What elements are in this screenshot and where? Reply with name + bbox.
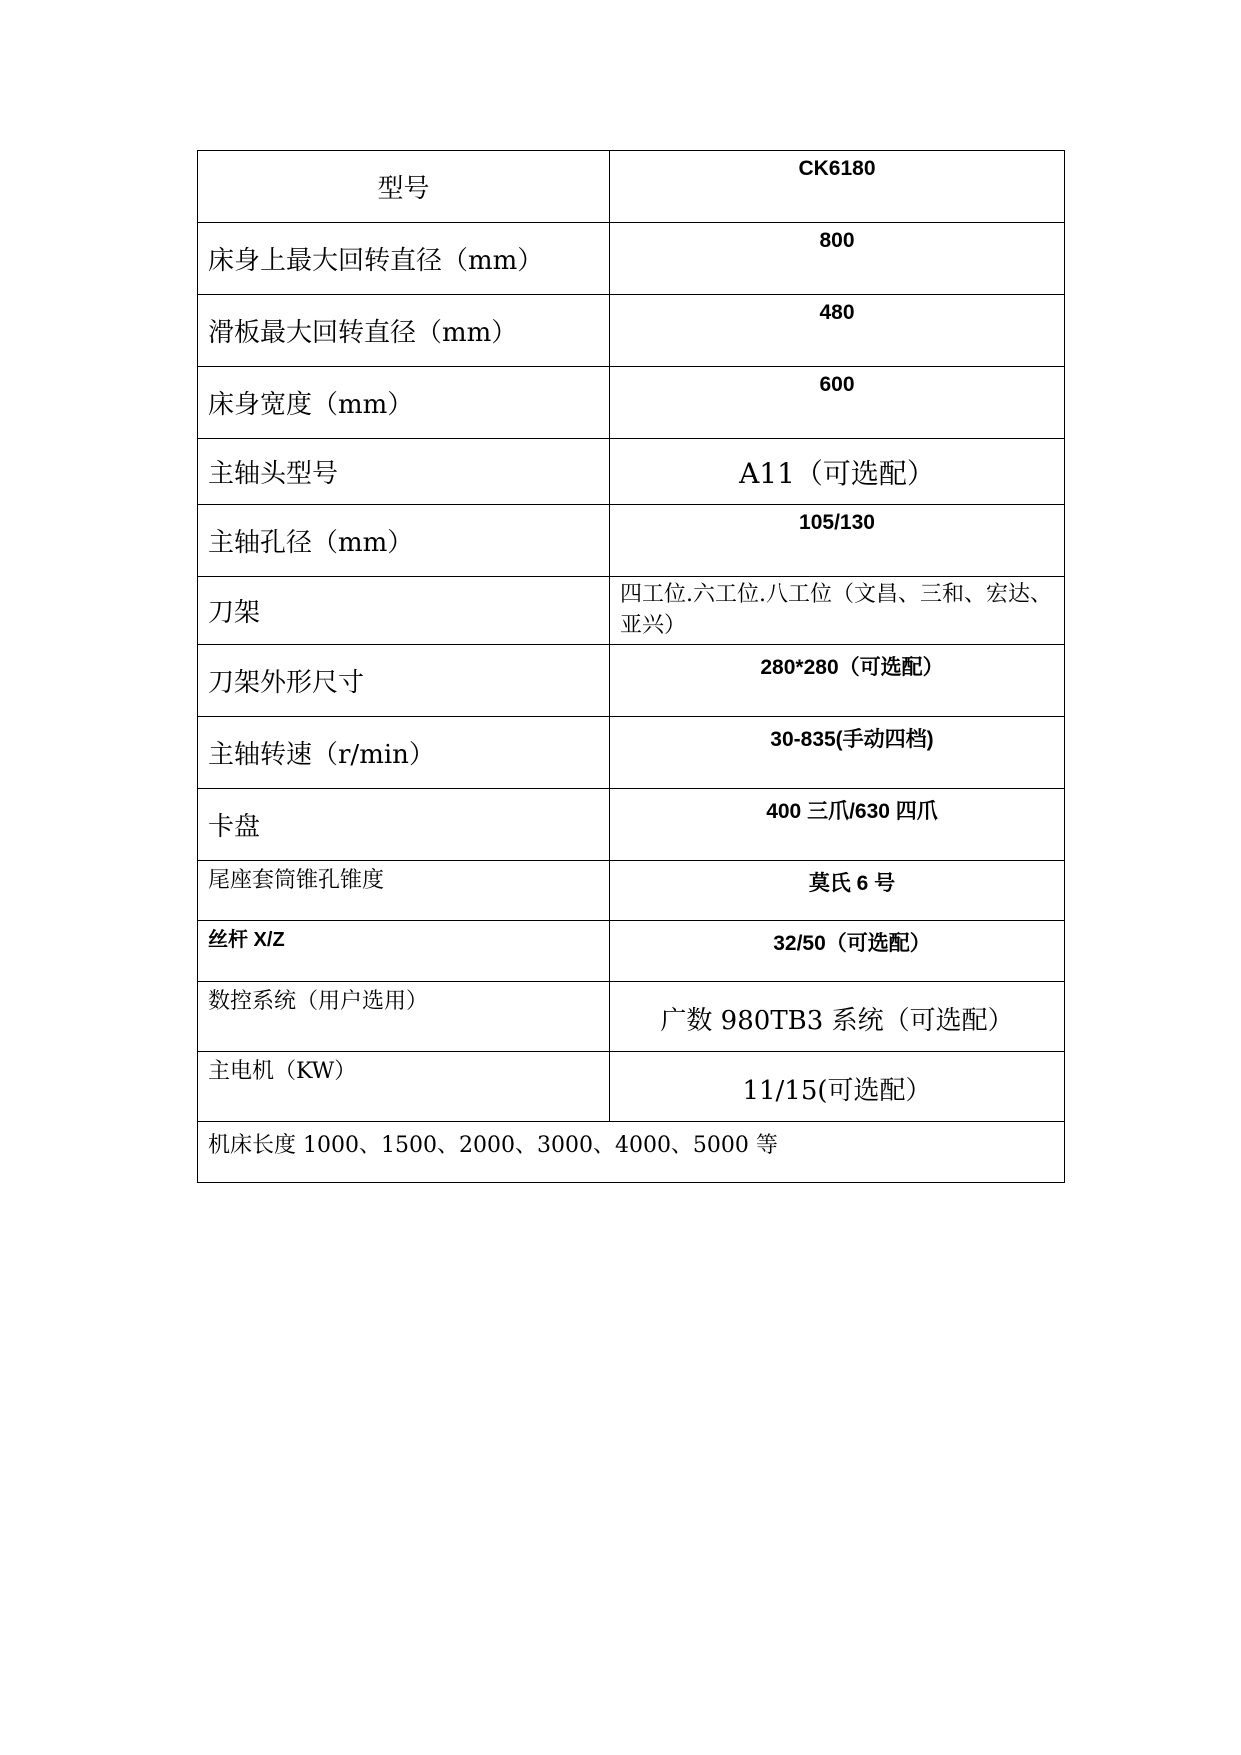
spec-label: 数控系统（用户选用）	[198, 982, 610, 1052]
table-row	[198, 1122, 1065, 1183]
table-row	[198, 861, 1065, 921]
spec-label: 型号	[198, 151, 610, 223]
spec-label: 主轴转速（r/min）	[198, 717, 610, 789]
table-row	[198, 295, 1065, 367]
table-row	[198, 921, 1065, 982]
spec-value: 105/130	[610, 505, 1065, 577]
spec-label: 丝杆 X/Z	[198, 921, 610, 982]
spec-label: 滑板最大回转直径（mm）	[198, 295, 610, 367]
spec-table	[197, 150, 1065, 1183]
spec-value: 280*280（可选配）	[760, 656, 944, 679]
spec-label: 主轴孔径（mm）	[198, 505, 610, 577]
table-row	[198, 577, 1065, 645]
machine-length-note: 机床长度 1000、1500、2000、3000、4000、5000 等	[198, 1122, 1065, 1183]
spec-label: 床身上最大回转直径（mm）	[198, 223, 610, 295]
spec-value: 600	[610, 367, 1065, 439]
spec-value: 800	[610, 223, 1065, 295]
spec-value: 莫氏 6 号	[808, 872, 896, 895]
table-row	[198, 982, 1065, 1052]
table-row	[198, 645, 1065, 717]
spec-value: A11（可选配）	[610, 439, 1065, 505]
spec-label: 主轴头型号	[198, 439, 610, 505]
table-row	[198, 439, 1065, 505]
spec-value: 480	[610, 295, 1065, 367]
spec-label: 床身宽度（mm）	[198, 367, 610, 439]
spec-label: 主电机（KW）	[198, 1052, 610, 1122]
spec-value: 30-835(手动四档)	[770, 728, 934, 751]
table-row	[198, 151, 1065, 223]
spec-label: 尾座套筒锥孔锥度	[198, 861, 610, 921]
table-row	[198, 223, 1065, 295]
spec-label: 卡盘	[198, 789, 610, 861]
spec-value: 32/50（可选配）	[773, 932, 931, 955]
table-row	[198, 1052, 1065, 1122]
spec-value: 广数 980TB3 系统（可选配）	[610, 982, 1065, 1052]
table-row	[198, 717, 1065, 789]
spec-label: 刀架外形尺寸	[198, 645, 610, 717]
spec-value: 四工位.六工位.八工位（文昌、三和、宏达、亚兴）	[610, 577, 1065, 645]
spec-value: 11/15(可选配）	[610, 1052, 1065, 1122]
table-row	[198, 367, 1065, 439]
spec-value: 400 三爪/630 四爪	[766, 800, 938, 823]
spec-label: 刀架	[198, 577, 610, 645]
table-row	[198, 789, 1065, 861]
spec-value: CK6180	[610, 151, 1065, 223]
table-row	[198, 505, 1065, 577]
